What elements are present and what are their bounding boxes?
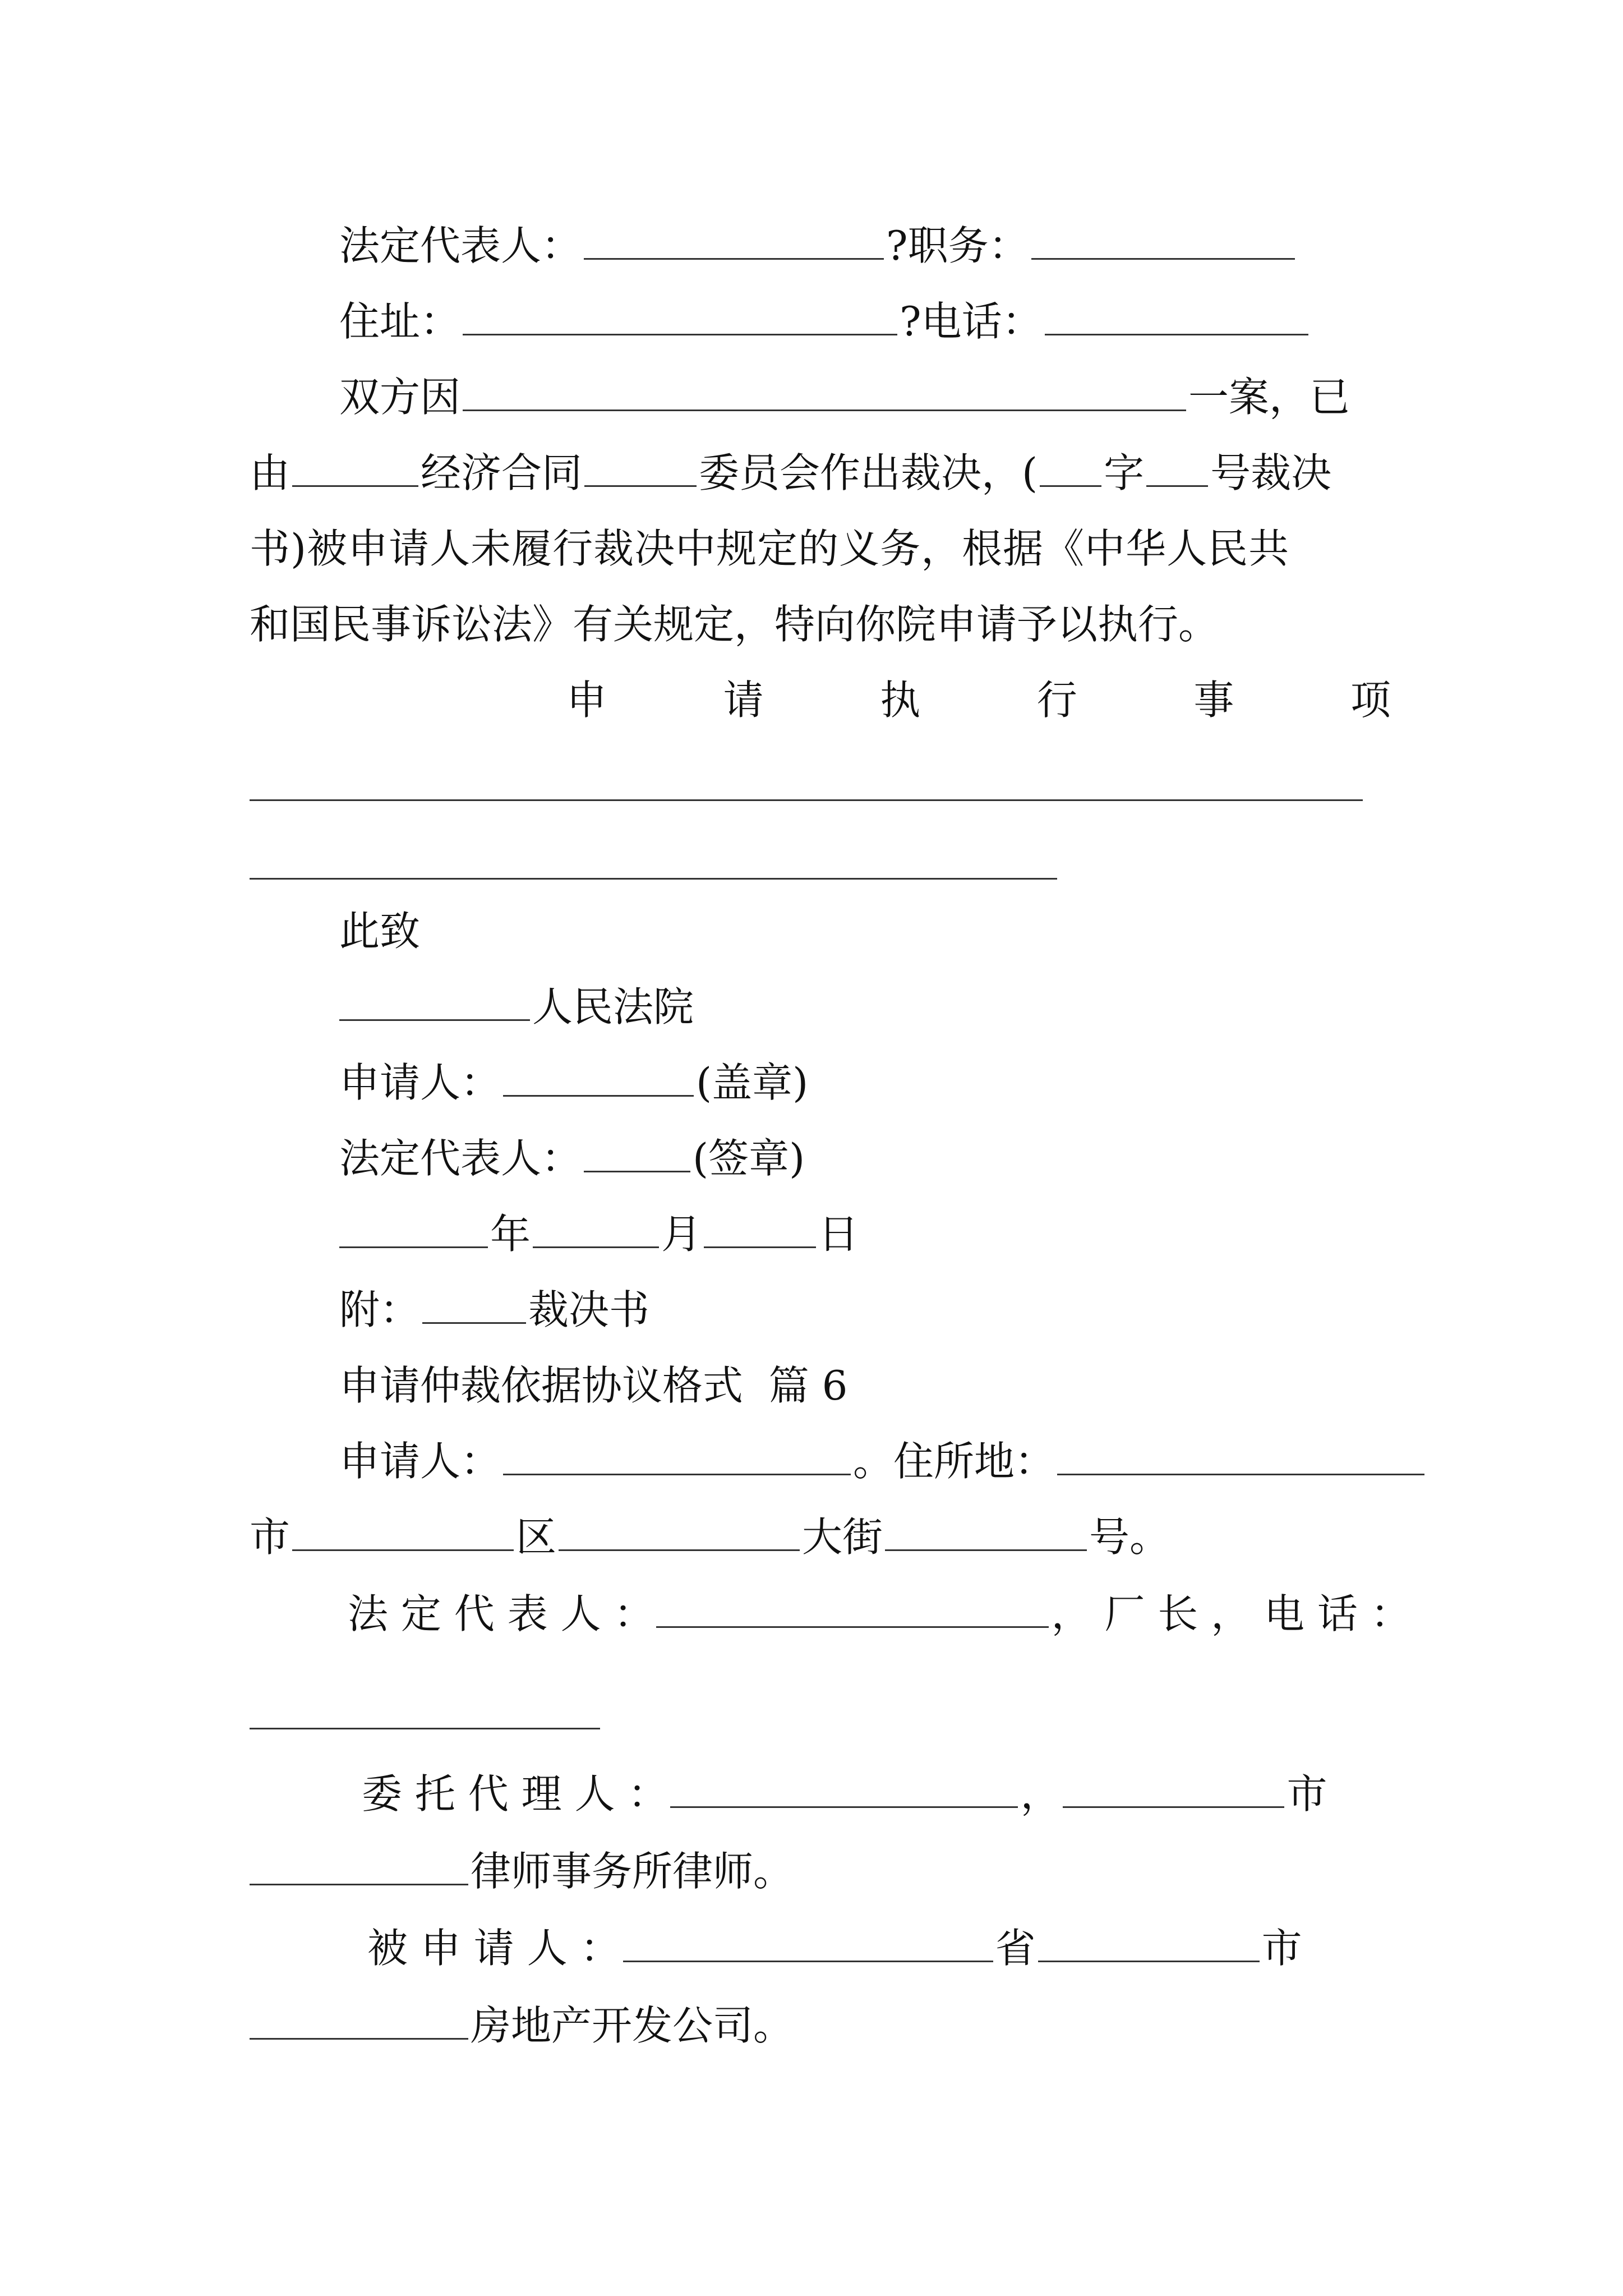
legal-rep-2-line [348,1587,1411,1641]
applicant-2-label: 申请人： [339,1438,501,1485]
day-label: 日 [818,1211,859,1258]
city-label: 市 [250,1513,291,1561]
year-label: 年 [490,1211,531,1258]
legal-rep-sign-line [339,1131,805,1185]
case-line [339,370,1350,424]
heading-char: 请 [723,677,764,724]
position-label: ?职务： [886,222,1029,269]
agent-line [362,1767,1327,1821]
street-blank[interactable] [885,1516,1087,1551]
street-label: 大街 [802,1513,883,1561]
city-district-line [250,1510,1170,1564]
ruling-line [250,446,1331,500]
salutation: 此致 [339,908,421,955]
phone-2-rule[interactable] [250,1728,600,1729]
heading-char: 执 [880,677,921,724]
execution-item-rule-2[interactable] [250,878,1057,880]
agent-comma: ， [1020,1770,1061,1818]
legal-rep-sign-label: 法定代表人： [339,1135,582,1182]
legal-rep-2-label: 法 定 代 表 人 ： [348,1590,654,1637]
case-suffix: 一案，已 [1188,374,1350,421]
applicant-sign-line [339,1056,808,1110]
body-line-5: 书)被申请人未履行裁决中规定的义务，根据《中华人民共 [250,525,1290,572]
court-line [339,980,694,1034]
phone-blank[interactable] [1045,300,1308,335]
respondent-city-label: 市 [1261,1925,1302,1972]
body-line-6: 和国民事诉讼法》有关规定，特向你院申请予以执行。 [250,601,1219,648]
legal-rep-line [339,219,1297,273]
agent-city-blank[interactable] [1063,1773,1284,1808]
heading-char: 申 [566,677,607,724]
respondent-line [367,1921,1302,1975]
company-blank[interactable] [250,2004,468,2040]
committee-blank[interactable] [292,452,418,487]
number-label: 号。 [1089,1513,1170,1561]
respondent-label: 被 申 请 人 ： [367,1925,621,1972]
city-blank[interactable] [292,1516,514,1551]
case-prefix: 双方因 [339,374,461,421]
ruling-text-1: 由 [250,449,291,496]
ruling-doc-label: 裁决书 [528,1286,650,1333]
agent-city-label: 市 [1287,1770,1327,1818]
seal-label: (盖章) [696,1059,809,1106]
legal-rep-label: 法定代表人： [339,222,582,269]
heading-char: 行 [1036,677,1077,724]
attachment-blank[interactable] [422,1289,526,1324]
director-phone-label: ， 厂 长 ， 电 话 ： [1051,1590,1411,1637]
district-label: 区 [516,1513,557,1561]
law-firm-line [250,1844,794,1898]
signature-label: (签章) [693,1135,805,1182]
applicant-address-line [339,1434,1427,1488]
ruling-word-blank[interactable] [1040,452,1101,487]
ruling-text-4: 字 [1104,449,1145,496]
province-city-blank[interactable] [1038,1927,1260,1962]
applicant-blank[interactable] [503,1061,694,1097]
ruling-text-5: 号裁决 [1210,449,1332,496]
residence-blank[interactable] [1057,1440,1424,1475]
month-blank[interactable] [533,1213,659,1248]
ruling-number-blank[interactable] [1146,452,1208,487]
law-firm-blank[interactable] [250,1850,468,1885]
day-blank[interactable] [704,1213,816,1248]
position-blank[interactable] [1031,224,1295,260]
court-label: 人民法院 [532,983,694,1030]
legal-rep-blank[interactable] [584,224,884,260]
heading-char: 项 [1350,677,1391,724]
case-blank[interactable] [463,376,1186,411]
applicant-2-blank[interactable] [503,1440,851,1475]
address-label: 住址： [339,298,461,345]
company-line [250,1999,794,2053]
address-line [339,295,1311,348]
ruling-text-3: 委员会作出裁决，( [699,449,1038,496]
committee-blank-2[interactable] [584,452,697,487]
section-title: 申请仲裁依据协议格式 篇 6 [339,1362,848,1409]
court-name-blank[interactable] [339,986,530,1021]
execution-item-rule-1[interactable] [250,799,1363,801]
heading-char: 事 [1193,677,1234,724]
respondent-blank[interactable] [623,1927,993,1962]
law-firm-label: 律师事务所律师。 [471,1848,794,1895]
month-label: 月 [661,1211,702,1258]
attachment-label: 附： [339,1286,421,1333]
address-blank[interactable] [463,300,897,335]
legal-rep-2-blank[interactable] [656,1593,1049,1628]
phone-label: ?电话： [900,298,1043,345]
legal-rep-sign-blank[interactable] [584,1137,690,1172]
district-blank[interactable] [559,1516,800,1551]
residence-label: 。住所地： [853,1438,1055,1485]
agent-label: 委 托 代 理 人 ： [362,1770,668,1818]
date-line [339,1207,859,1261]
attachment-line [339,1283,649,1337]
company-label: 房地产开发公司。 [471,2002,794,2049]
province-label: 省 [995,1925,1036,1972]
applicant-label: 申请人： [339,1059,501,1106]
year-blank[interactable] [339,1213,488,1248]
agent-blank[interactable] [670,1773,1018,1808]
ruling-text-2: 经济合同 [421,449,583,496]
section-heading [566,673,1391,727]
